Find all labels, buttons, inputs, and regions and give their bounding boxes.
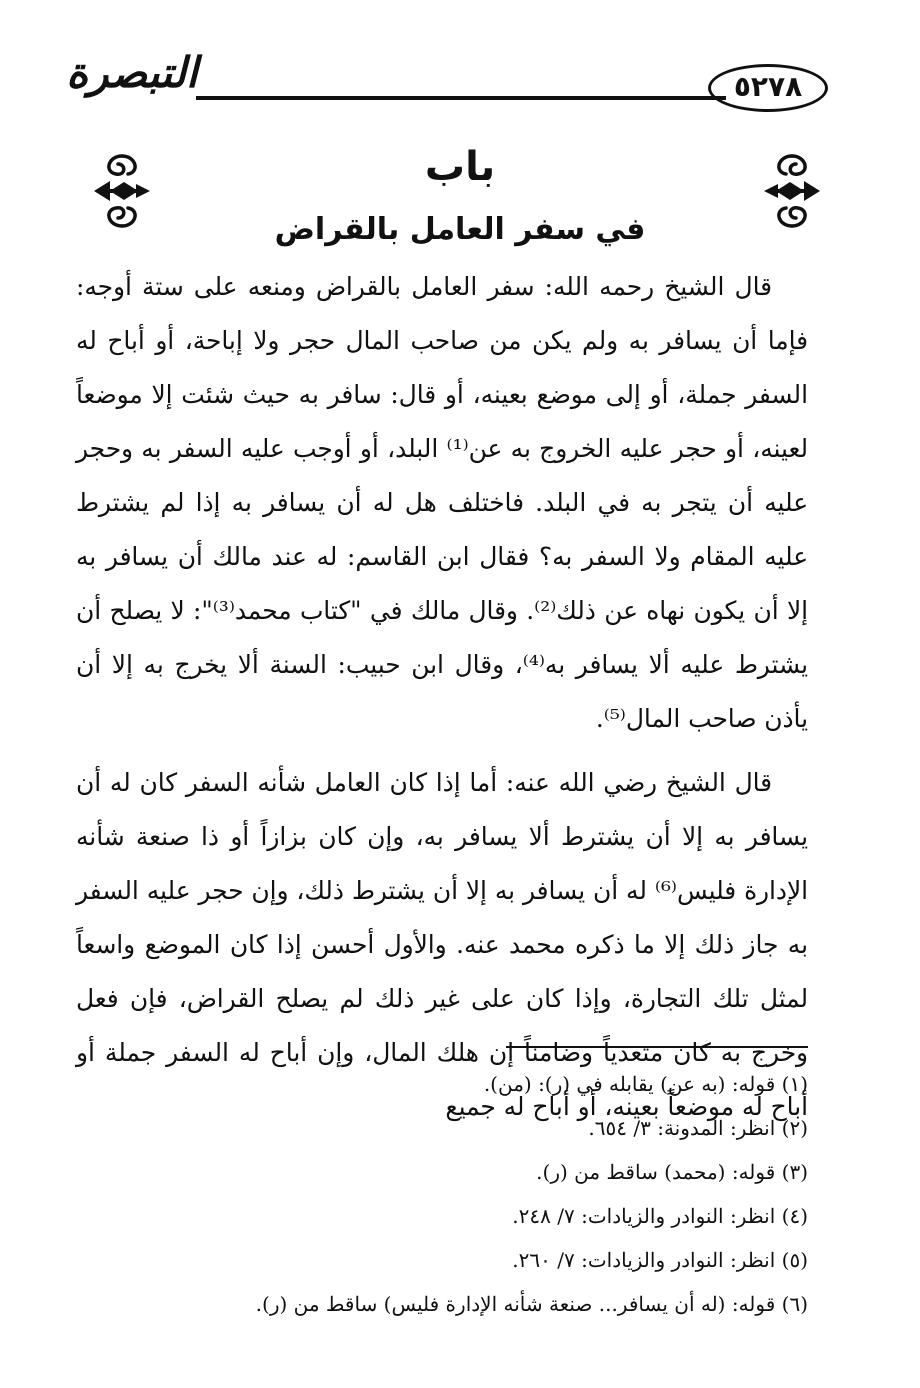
footnote: (٢) انظر: المدونة: ٣/ ٦٥٤.: [588, 1116, 808, 1140]
paragraph-text: قال الشيخ رضي الله عنه: أما إذا كان العامل شأنه السفر كان له أن يسافر به إلا أن يشترط ألا يسافر به، وإن كان بزازاً أو ذا صنعة شأنه الإدارة فليس⁽⁶⁾ له أن يسافر به إلا أن يشترط ذلك، وإن حجر عليه السفر به جاز ذلك إلا ما ذكره محمد عنه. والأول أحسن إذا كان الموضع واسعاً لمثل تلك التجارة، وإذا كان على غير ذلك لم يصلح القراض، فإن فعل وخرج به كان متعدياً وضامناً إن هلك المال، وإن أباح له السفر جملة أو أباح له موضعاً بعينه، أو أباح له جميع: [76, 768, 808, 1121]
paragraph-text: قال الشيخ رحمه الله: سفر العامل بالقراض ومنعه على ستة أوجه: فإما أن يسافر به ولم يكن من صاحب المال حجر ولا إباحة، أو أباح له السفر جملة، أو إلى موضع بعينه، أو قال: سافر به حيث شئت إلا موضعاً لعينه، أو حجر عليه الخروج به عن⁽¹⁾ البلد، أو أوجب عليه السفر به وحجر عليه أن يتجر به في البلد. فاختلف هل له أن يسافر به إذا لم يشترط عليه المقام ولا السفر به؟ فقال ابن القاسم: له عند مالك أن يسافر به إلا أن يكون نهاه عن ذلك⁽²⁾. وقال مالك في "كتاب محمد⁽³⁾": لا يصلح أن يشترط عليه ألا يسافر به⁽⁴⁾، وقال ابن حبيب: السنة ألا يخرج به إلا أن يأذن صاحب المال⁽⁵⁾.: [76, 272, 809, 733]
footnote: (١) قوله: (به عن) يقابله في (ر): (من).: [483, 1072, 808, 1096]
body-text: [76, 260, 808, 1134]
footnote: (٣) قوله: (محمد) ساقط من (ر).: [536, 1160, 808, 1184]
paragraph: [76, 260, 808, 746]
footnote: (٤) انظر: النوادر والزيادات: ٧/ ٢٤٨.: [512, 1204, 808, 1228]
footnote: (٥) انظر: النوادر والزيادات: ٧/ ٢٦٠.: [512, 1248, 808, 1272]
chapter-subtitle: في سفر العامل بالقراض: [274, 212, 646, 247]
ornament-left-icon: [86, 148, 158, 234]
running-title: التبصرة: [66, 48, 198, 97]
page-number: ٥٢٧٨: [733, 70, 803, 103]
header-rule: [196, 96, 726, 100]
footnote-separator: [506, 1046, 808, 1048]
footnote: (٦) قوله: (له أن يسافر... صنعة شأنه الإدارة فليس) ساقط من (ر).: [255, 1292, 808, 1316]
chapter-title: باب: [424, 144, 496, 190]
footnotes: [140, 1062, 808, 1326]
ornament-right-icon: [756, 148, 828, 234]
